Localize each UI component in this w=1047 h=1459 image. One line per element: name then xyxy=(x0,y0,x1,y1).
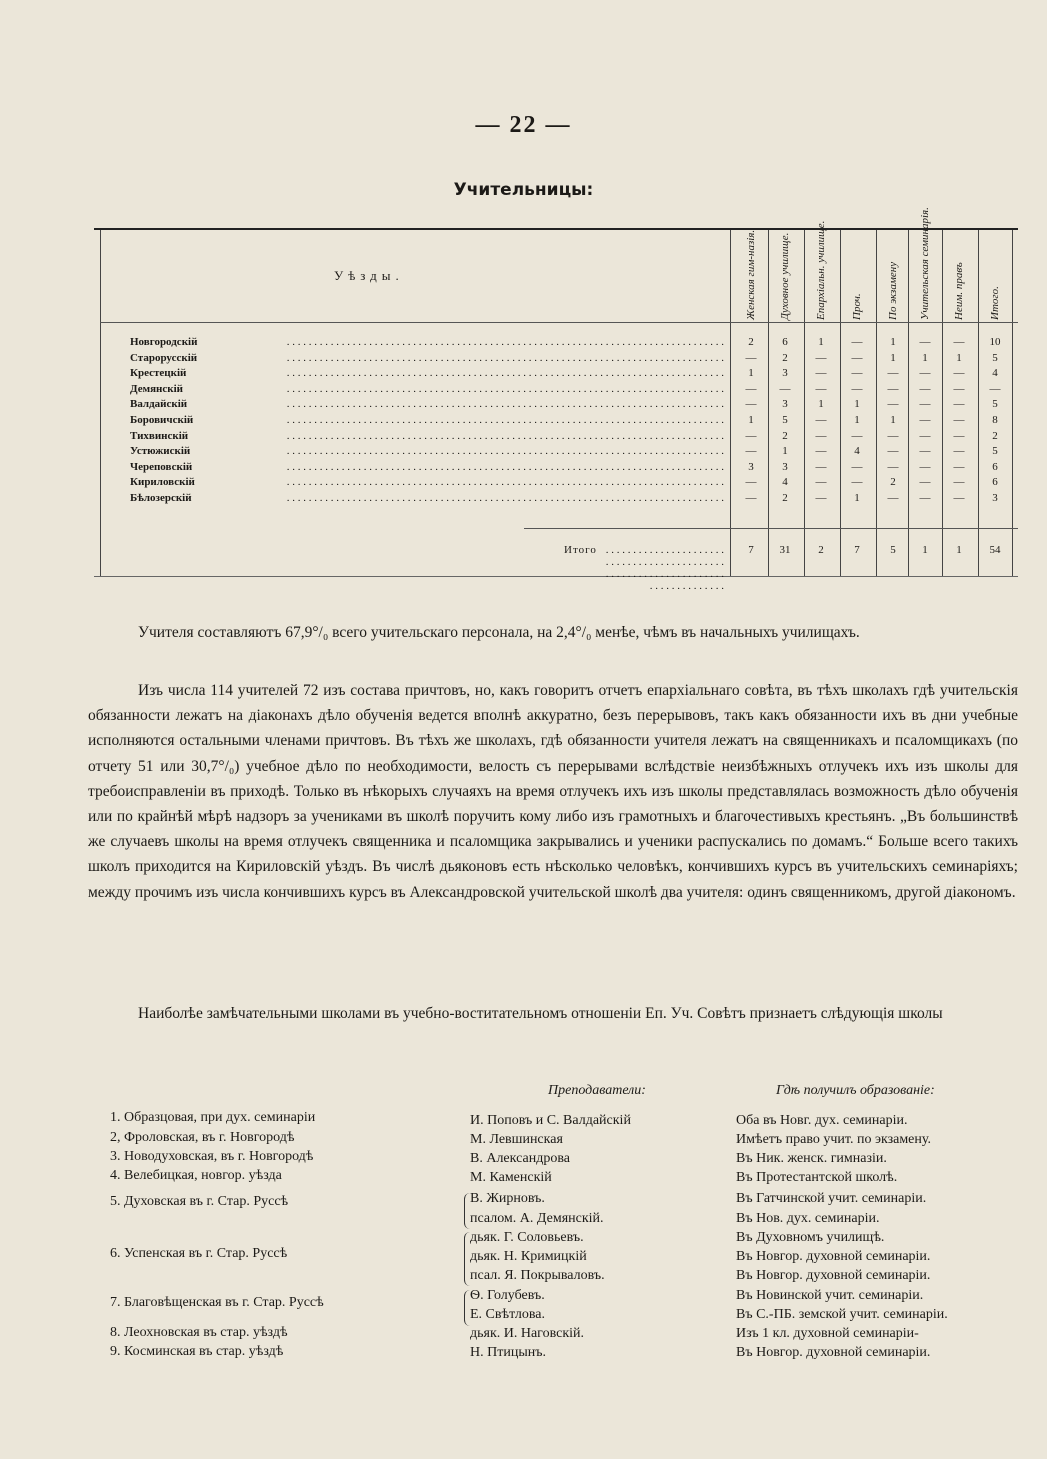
teacher-item: Н. Птицынъ. xyxy=(470,1345,546,1360)
table-row xyxy=(94,336,1018,351)
table-cell: 2 xyxy=(782,429,788,442)
table-cell: — xyxy=(815,476,827,489)
table-cell: 1 xyxy=(956,351,962,364)
table-cell: 2 xyxy=(748,336,754,348)
table-cell: — xyxy=(919,429,931,442)
column-header xyxy=(876,234,910,320)
table-cell: — xyxy=(815,351,827,364)
table-cell: — xyxy=(953,460,965,473)
table-row xyxy=(94,352,1018,367)
table-cell: 1 xyxy=(890,336,896,348)
column-header xyxy=(804,220,838,320)
page-number: — 22 — xyxy=(475,112,572,138)
table-cell: — xyxy=(953,476,965,489)
school-item: 3. Новодуховская, въ г. Новгородѣ xyxy=(110,1149,314,1164)
school-item: 4. Велебицкая, новгор. уѣзда xyxy=(110,1168,282,1183)
leader-dots: . . . . . . . . . . . . . . . . . . . . . . . . . . . . . . . . . . . . . . . . . . . . . . . . . . . . . . . . . . . . . . . . . . . . . . . . . . . . . . . . xyxy=(286,414,724,426)
table-cell: 5 xyxy=(782,414,788,426)
table-cell: 8 xyxy=(992,414,998,426)
table-row xyxy=(94,461,1018,476)
table-cell: 4 xyxy=(992,367,998,380)
education-item: Въ Новгор. духовной семинаріи. xyxy=(736,1345,931,1360)
table-cell: 1 xyxy=(782,445,788,458)
table-cell: — xyxy=(887,367,899,380)
table-cell: — xyxy=(953,414,965,426)
table-cell: 5 xyxy=(992,445,998,458)
table-row xyxy=(94,398,1018,413)
column-header xyxy=(942,234,976,320)
teacher-item: псал. Я. Покрываловъ. xyxy=(470,1268,605,1283)
table-cell: — xyxy=(887,382,899,395)
education-item: Въ Новгор. духовной семинаріи. xyxy=(736,1268,931,1283)
section-heading: Учительницы: xyxy=(453,180,594,200)
table-cell: 6 xyxy=(782,336,788,348)
table-cell: — xyxy=(745,492,757,504)
table-rule xyxy=(524,528,1018,529)
education-item: Въ Новгор. духовной семинаріи. xyxy=(736,1249,931,1264)
column-header xyxy=(908,207,942,320)
district-name: Валдайскій xyxy=(130,398,191,410)
district-name: Боровичскій xyxy=(130,414,197,426)
education-item: Имѣетъ право учит. по экзамену. xyxy=(736,1132,931,1147)
table-total-row xyxy=(94,544,1018,592)
education-item: Въ С.-ПБ. земской учит. семинаріи. xyxy=(736,1307,948,1322)
table-cell: 1 xyxy=(854,492,860,504)
table-cell: 1 xyxy=(922,544,928,556)
table-cell: — xyxy=(887,492,899,504)
table-cell: — xyxy=(815,492,827,504)
table-cell: — xyxy=(953,367,965,380)
table-cell: — xyxy=(745,398,757,411)
teacher-item: псалом. А. Демянскій. xyxy=(470,1211,604,1226)
table-cell: — xyxy=(919,367,931,380)
table-cell: 5 xyxy=(890,544,896,556)
leader-dots: . . . . . . . . . . . . . . . . . . . . . . . . . . . . . . . . . . . . . . . . . . . . . . . . . . . . . . . . . . . . . . . . . . . . . . . . . . . . . . . . xyxy=(286,429,724,442)
column-header-label: Епархіальн. училище. xyxy=(815,220,827,320)
table-cell: — xyxy=(815,414,827,426)
table-cell: 31 xyxy=(779,544,791,556)
teacher-item: М. Левшинская xyxy=(470,1132,563,1147)
table-cell: — xyxy=(851,336,863,348)
column-header-label: Неим. правъ xyxy=(953,262,965,320)
table-cell: 2 xyxy=(782,492,788,504)
column-header-label: Итого. xyxy=(989,286,1001,320)
table-cell: — xyxy=(953,382,965,395)
district-name: Бѣлозерскій xyxy=(130,492,196,504)
leader-dots: . . . . . . . . . . . . . . . . . . . . . . . . . . . . . . . . . . . . . . . . . . . . . . . . . . . . . . . . . . . . . . . . . . . . . . . . . . . . . . . . xyxy=(286,382,724,395)
column-header-label: По экзамену xyxy=(887,261,899,320)
education-item: Оба въ Новг. дух. семинаріи. xyxy=(736,1113,908,1128)
table-cell: 1 xyxy=(854,414,860,426)
teacher-item: Е. Свѣтлова. xyxy=(470,1307,545,1322)
table-cell: 2 xyxy=(890,476,896,489)
table-cell: — xyxy=(953,429,965,442)
teacher-item: дьяк. Г. Соловьевъ. xyxy=(470,1230,584,1245)
district-name: Новгородскій xyxy=(130,336,201,348)
table-cell: — xyxy=(745,476,757,489)
table-cell: — xyxy=(887,445,899,458)
school-item: 2, Фроловская, въ г. Новгородѣ xyxy=(110,1130,295,1145)
column-header-uezdy: Уѣзды. xyxy=(334,268,404,283)
table-cell: — xyxy=(815,382,827,395)
teacher-item: Ѳ. Голубевъ. xyxy=(470,1288,545,1303)
table-cell: — xyxy=(953,336,965,348)
table-cell: 6 xyxy=(992,460,998,473)
table-cell: 5 xyxy=(992,398,998,411)
table-cell: 1 xyxy=(818,336,824,348)
teachers-table xyxy=(94,207,1018,592)
table-cell: 5 xyxy=(992,351,998,364)
table-cell: — xyxy=(779,382,791,395)
district-name: Кириловскій xyxy=(130,476,199,488)
table-cell: 3 xyxy=(782,367,788,380)
education-item: Въ Новинской учит. семинаріи. xyxy=(736,1288,924,1303)
table-cell: — xyxy=(953,398,965,411)
grouping-brace xyxy=(464,1290,471,1326)
education-item: Въ Нов. дух. семинаріи. xyxy=(736,1211,880,1226)
leader-dots: . . . . . . . . . . . . . . . . . . . . . . . . . . . . . . . . . . . . . . . . . . . . . . . . . . . . . . . . . . . . . . . . . . . . . . . . . . . . . . . . xyxy=(286,445,724,458)
education-header: Гдѣ получилъ образованіе: xyxy=(776,1083,935,1098)
table-cell: — xyxy=(919,382,931,395)
leader-dots: . . . . . . . . . . . . . . . . . . . . . . . . . . . . . . . . . . . . . . . . . . . . . . . . . . . . . . . . . . . . . . . . . . . . . . . . . . . . . . . . xyxy=(286,492,724,504)
table-cell: 1 xyxy=(890,414,896,426)
table-cell: — xyxy=(745,445,757,458)
table-cell: 6 xyxy=(992,476,998,489)
column-header xyxy=(978,234,1012,320)
table-cell: — xyxy=(851,351,863,364)
grouping-brace xyxy=(464,1193,471,1229)
teacher-item: В. Жирновъ. xyxy=(470,1191,545,1206)
school-item: 5. Духовская въ г. Стар. Руссѣ xyxy=(110,1194,289,1209)
education-item: Изъ 1 кл. духовной семинаріи- xyxy=(736,1326,919,1341)
leader-dots: . . . . . . . . . . . . . . . . . . . . . . . . . . . . . . . . . . . . . . . . . . . . . . . . . . . . . . . . . . . . . . . . . . . . . . . . . . . . . . . . xyxy=(286,351,724,364)
table-cell: 2 xyxy=(782,351,788,364)
column-header-label: Духовное училище. xyxy=(779,232,791,320)
leader-dots: . . . . . . . . . . . . . . . . . . . . . . . . . . . . . . . . . . . . . . . . . . . . . . . . . . . . . . . . . . . . . . . . . . . . . . . . . . . . . . . . xyxy=(286,336,724,348)
table-cell: 3 xyxy=(782,460,788,473)
column-header-label: Женская гим-назія. xyxy=(745,229,757,320)
education-item: Въ Ник. женск. гимназіи. xyxy=(736,1151,887,1166)
leader-dots: . . . . . . . . . . . . . . . . . . . . . . . . . . . . . . . . . . . . . . . . . . . . . . . . . . . . . . . . . . . . . . . . . . . . . . . . . . . . . . . . xyxy=(286,398,724,411)
table-cell: — xyxy=(887,398,899,411)
table-cell: — xyxy=(851,476,863,489)
teacher-item: дьяк. И. Наговскій. xyxy=(470,1326,585,1341)
table-cell: — xyxy=(953,492,965,504)
column-header-label: Проч. xyxy=(851,293,863,320)
table-cell: — xyxy=(851,367,863,380)
district-name: Старорусскій xyxy=(130,352,201,364)
paragraph-2: Изъ числа 114 учителей 72 изъ состава причтовъ, но, какъ говоритъ отчетъ епархіальнаго совѣта, въ тѣхъ школахъ гдѣ учительскія обязанности лежатъ на діаконахъ дѣло обученія ведется вполнѣ аккуратно, безъ перерывовъ, такъ какъ обязанности ихъ въ дни учебные исполняются остальными членами причтовъ. Въ тѣхъ же школахъ, гдѣ обязанности учителя лежатъ на священникахъ и псаломщикахъ (по отчету 51 или 30,7°/₀) учебное дѣло по необходимости, велость съ перерывами вслѣдствіе неизбѣжныхъ отлучекъ ихъ изъ школы для требоисправленіи въ приходѣ. Только въ нѣкорыхъ случаяхъ на время отлучекъ ихъ изъ школы представлялась возможность дѣло обученія или по крайнѣй мѣрѣ надзоръ за учениками въ школѣ поручить кому либо изъ грамотныхъ и благочестивыхъ крестьянъ. „Въ большинствѣ же случаевъ школы на время отлучекъ священника и псаломщика закрывались и ученики распускались по домамъ.“ Больше всего такихъ школъ приходится на Кириловскій уѣздъ. Въ числѣ дьяконовъ есть нѣсколько человѣкъ, кончившихъ курсъ въ учительскихъ семинаріяхъ; между прочимъ изъ числа кончившихъ курсъ въ Александровской учительской школѣ два учителя: одинъ священникомъ, другой діакономъ. xyxy=(88,682,1018,901)
table-cell: — xyxy=(919,460,931,473)
table-row xyxy=(94,383,1018,398)
teacher-item: М. Каменскій xyxy=(470,1170,552,1185)
table-cell: 2 xyxy=(818,544,824,556)
table-cell: — xyxy=(745,351,757,364)
table-cell: 3 xyxy=(782,398,788,411)
leader-dots: . . . . . . . . . . . . . . . . . . . . . . . . . . . . . . . . . . . . . . . . . . . . . . . . . . . . . . . . . . . . . . . . . . . . . . . . . . . . . . . . xyxy=(286,460,724,473)
table-cell: — xyxy=(919,445,931,458)
table-cell: — xyxy=(919,398,931,411)
leader-dots: . . . . . . . . . . . . . . . . . . . . . . . . . . . . . . . . . . . . . . . . . . . . . . . . . . . . . . . . . . . . . . . . . . . . . . . . . . . . . . . . xyxy=(286,476,724,489)
table-cell: — xyxy=(851,429,863,442)
table-cell: — xyxy=(887,429,899,442)
table-cell: 1 xyxy=(748,414,754,426)
table-cell: — xyxy=(919,492,931,504)
table-cell: 3 xyxy=(992,492,998,504)
education-item: Въ Духовномъ училищѣ. xyxy=(736,1230,885,1245)
district-name: Итого xyxy=(564,544,601,556)
table-cell: 1 xyxy=(956,544,962,556)
table-cell: — xyxy=(919,476,931,489)
table-cell: 1 xyxy=(922,351,928,364)
table-rule xyxy=(100,322,1018,323)
table-cell: — xyxy=(919,336,931,348)
leader-dots: . . . . . . . . . . . . . . . . . . . . . . . . . . . . . . . . . . . . . . . . . . . . . . . . . . . . . . . . . . . . . . . . . . . . . . . . . . . . . . . . xyxy=(286,367,724,380)
table-cell: — xyxy=(815,445,827,458)
leader-dots: . . . . . . . . . . . . . . . . . . . . . . . . . . . . . . . . . . . . . . . . . . . . . . . . . . . . . . . . . . . . . . . . . . . . . . . . . . . . . . . . xyxy=(605,544,724,592)
column-header xyxy=(840,234,874,320)
district-name: Тихвинскій xyxy=(130,430,192,442)
table-cell: 2 xyxy=(992,429,998,442)
table-cell: 3 xyxy=(748,460,754,473)
table-cell: 1 xyxy=(854,398,860,411)
school-item: 6. Успенская въ г. Стар. Руссѣ xyxy=(110,1246,288,1261)
paragraph-3: Наиболѣе замѣчательными школами въ учебно-воститательномъ отношеніи Еп. Уч. Совѣтъ признаетъ слѣдующія школы xyxy=(138,1005,943,1022)
grouping-brace xyxy=(464,1232,471,1286)
table-cell: 1 xyxy=(748,367,754,380)
table-cell: — xyxy=(851,382,863,395)
table-cell: 1 xyxy=(890,351,896,364)
table-cell: — xyxy=(989,382,1001,395)
teachers-header: Преподаватели: xyxy=(548,1083,646,1098)
paragraph-1: Учителя составляютъ 67,9°/₀ всего учительскаго персонала, на 2,4°/₀ менѣе, чѣмъ въ начальныхъ училищахъ. xyxy=(138,624,860,641)
education-item: Въ Гатчинской учит. семинаріи. xyxy=(736,1191,927,1206)
table-cell: 4 xyxy=(782,476,788,489)
table-cell: — xyxy=(815,367,827,380)
table-cell: — xyxy=(815,460,827,473)
table-cell: — xyxy=(953,445,965,458)
education-item: Въ Протестантской школѣ. xyxy=(736,1170,898,1185)
school-item: 7. Благовѣщенская въ г. Стар. Руссѣ xyxy=(110,1295,324,1310)
table-row xyxy=(94,430,1018,445)
table-cell: 1 xyxy=(818,398,824,411)
table-cell: 54 xyxy=(989,544,1001,556)
column-header xyxy=(768,234,802,320)
column-header xyxy=(734,229,768,320)
table-cell: 10 xyxy=(989,336,1001,348)
teacher-item: дьяк. Н. Кримицкій xyxy=(470,1249,587,1264)
table-cell: — xyxy=(745,429,757,442)
school-item: 8. Леохновская въ стар. уѣздѣ xyxy=(110,1325,288,1340)
district-name: Демянскій xyxy=(130,383,187,395)
table-cell: 7 xyxy=(854,544,860,556)
table-row xyxy=(94,476,1018,491)
table-cell: 4 xyxy=(854,445,860,458)
table-cell: — xyxy=(887,460,899,473)
district-name: Устюжискій xyxy=(130,445,194,457)
table-cell: — xyxy=(919,414,931,426)
table-row xyxy=(94,445,1018,460)
district-name: Череповскій xyxy=(130,461,196,473)
school-item: 9. Косминская въ стар. уѣздѣ xyxy=(110,1344,284,1359)
table-cell: — xyxy=(815,429,827,442)
teacher-item: И. Поповъ и С. Валдайскій xyxy=(470,1113,631,1128)
table-cell: — xyxy=(745,382,757,395)
teacher-item: В. Александрова xyxy=(470,1151,570,1166)
column-header-label: Учительская семинарія. xyxy=(919,207,931,320)
district-name: Крестецкій xyxy=(130,367,190,379)
school-item: 1. Образцовая, при дух. семинаріи xyxy=(110,1110,316,1125)
table-cell: — xyxy=(851,460,863,473)
table-row xyxy=(94,414,1018,429)
table-row xyxy=(94,367,1018,382)
table-cell: 7 xyxy=(748,544,754,556)
table-row xyxy=(94,492,1018,507)
